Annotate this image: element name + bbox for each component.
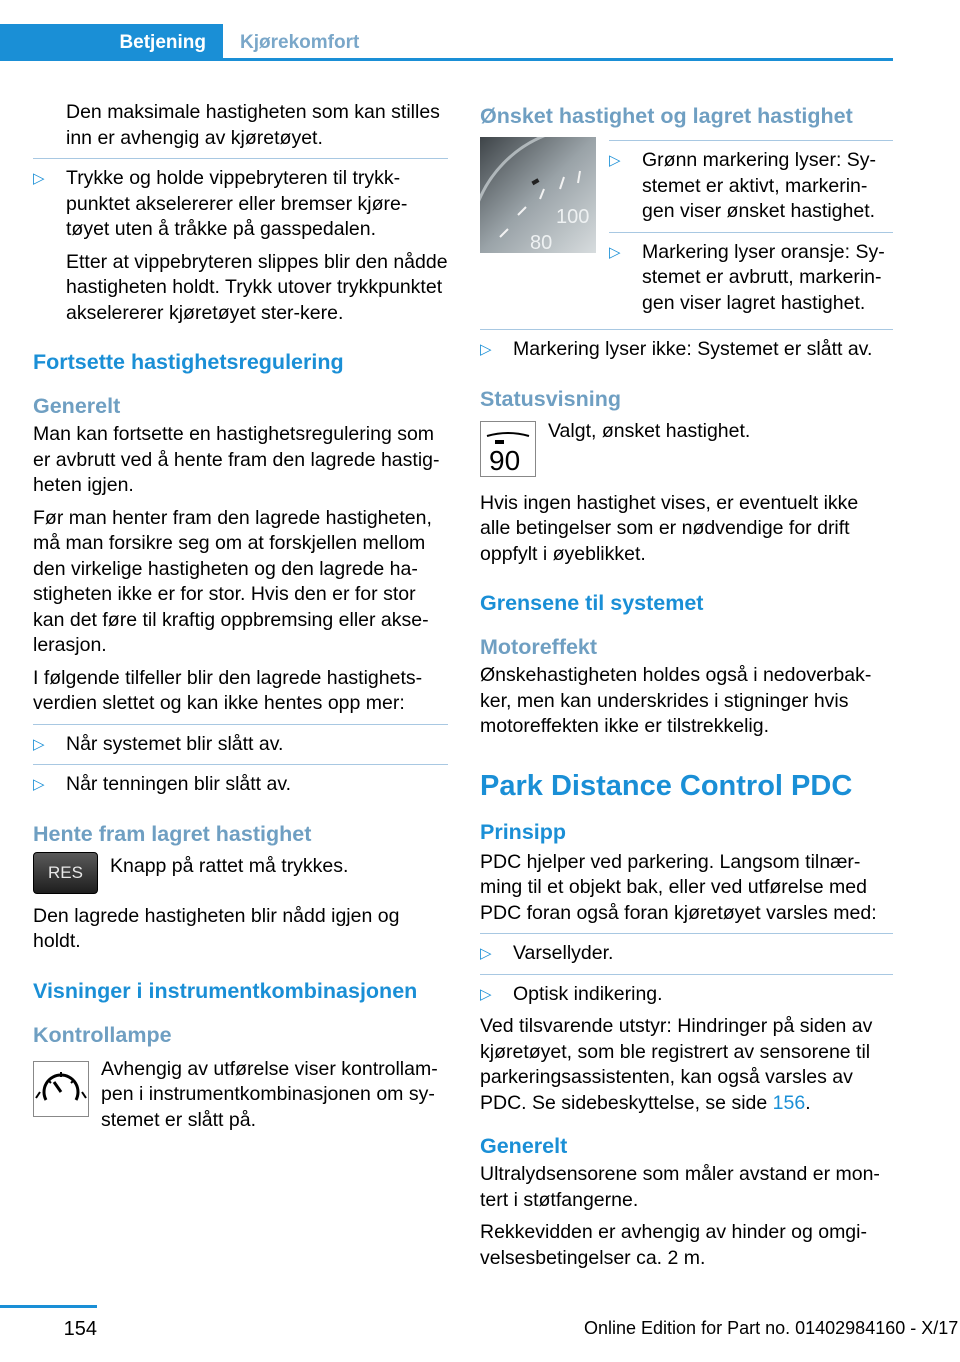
left-column <box>33 100 448 1140</box>
divider <box>33 764 448 765</box>
paragraph: Rekkevidden er avhengig av hinder og omgi-velsesbetingelser ca. 2 m. <box>480 1221 867 1269</box>
tab-betjening[interactable]: Betjening <box>0 24 223 61</box>
heading-onsket: Ønsket hastighet og lagret hastighet <box>480 104 853 128</box>
list-item-text: Grønn markering lyser: Sy-stemet er aktivt, markerin-gen viser ønsket hastighet. <box>642 149 877 222</box>
list-item-text: Når tenningen blir slått av. <box>66 773 292 795</box>
footer-rule <box>0 1305 97 1308</box>
gauge-bullets <box>609 140 893 323</box>
cruise-control-indicator-icon <box>33 1061 89 1117</box>
list-item <box>33 732 448 758</box>
heading-generelt: Generelt <box>33 394 121 418</box>
gauge-label-100: 100 <box>556 206 590 228</box>
status-row <box>480 419 893 477</box>
bullet-triangle-icon: ▷ <box>609 243 621 261</box>
paragraph: I følgende tilfeller blir den lagrede hastighets-verdien slettet og kan ikke hentes opp mer: <box>33 666 423 714</box>
paragraph: Hvis ingen hastighet vises, er eventuelt ikke alle betingelser som er nødvendige for drift oppfylt i øyeblikket. <box>480 491 859 565</box>
list-item <box>480 941 893 967</box>
res-text: Knapp på rattet må trykkes. <box>110 854 349 877</box>
heading-status: Statusvisning <box>480 386 621 411</box>
paragraph <box>480 1014 893 1116</box>
bullet-triangle-icon: ▷ <box>480 985 492 1003</box>
tab-kjorekomfort[interactable]: Kjørekomfort <box>240 31 360 53</box>
res-button-icon <box>33 852 98 894</box>
heading-pdc: Park Distance Control PDC <box>480 769 853 802</box>
divider <box>609 140 893 141</box>
status-text: Valgt, ønsket hastighet. <box>548 419 751 442</box>
page-link[interactable]: 156 <box>772 1091 806 1114</box>
page-header <box>0 24 893 61</box>
divider <box>33 724 448 725</box>
bullet-triangle-icon: ▷ <box>480 341 492 358</box>
list-item <box>609 148 893 225</box>
list-item <box>480 982 893 1008</box>
status-speed-value: 90 <box>489 444 521 476</box>
heading-hente: Hente fram lagret hastighet <box>33 821 312 846</box>
divider <box>480 974 893 975</box>
list-item-text: Markering lyser ikke: Systemet er slått av. <box>513 338 873 360</box>
divider <box>480 933 893 934</box>
list-item <box>33 772 448 798</box>
paragraph-text: Ved tilsvarende utstyr: Hindringer på siden av kjøretøyet, som ble registrert av sensorene til parkeringsassistenten, kan også varsles av PDC. Se sidebeskyttelse, se side <box>480 1015 873 1114</box>
list-item <box>609 240 893 317</box>
header-rule <box>0 58 893 61</box>
right-column <box>480 100 893 1278</box>
bullet-triangle-icon: ▷ <box>33 776 45 793</box>
paragraph: PDC hjelper ved parkering. Langsom tilnær-ming til et objekt bak, eller ved utførelse med PDC foran også foran kjøretøyet varsles med: <box>480 850 877 924</box>
res-button-label: RES <box>48 862 83 882</box>
paragraph: Før man henter fram den lagrede hastigheten, må man forsikre seg om at forskjellen mellom den virkelige hastigheten og den lagrede ha-stigheten ikke er for stor. Hvis den er for stor kan det føre til kraftig oppbremsing eller akse-lerasjon. <box>33 506 432 656</box>
paragraph: Ultralydsensorene som måler avstand er mon-tert i støtfangerne. <box>480 1163 880 1211</box>
divider <box>480 329 893 330</box>
list-item-text: Optisk indikering. <box>513 982 663 1005</box>
status-speed-icon <box>480 421 536 477</box>
divider <box>609 232 893 233</box>
paragraph: Den maksimale hastigheten som kan stilles inn er avhengig av kjøretøyet. <box>66 101 440 149</box>
list-item <box>480 337 893 363</box>
page-number: 154 <box>63 1318 97 1340</box>
heading-prinsipp: Prinsipp <box>480 819 567 844</box>
bullet-triangle-icon: ▷ <box>609 152 621 169</box>
gauge-section <box>480 140 893 323</box>
heading-visninger: Visninger i instrumentkombinasjonen <box>33 978 418 1003</box>
divider <box>33 158 448 159</box>
paragraph: Man kan fortsette en hastighetsregulering som er avbrutt ved å hente fram den lagrede hastig-heten igjen. <box>33 423 440 496</box>
list-item-text: Markering lyser oransje: Sy-stemet er avbrutt, markerin-gen viser lagret hastighet. <box>642 240 885 314</box>
heading-kontrollampe: Kontrollampe <box>33 1022 172 1047</box>
res-row <box>33 854 448 894</box>
heading-grensene: Grensene til systemet <box>480 591 704 615</box>
gauge-label-80: 80 <box>530 232 553 253</box>
bullet-triangle-icon: ▷ <box>480 945 492 962</box>
kontrollampe-text: Avhengig av utførelse viser kontrollam-pen i instrumentkombinasjonen om sy-stemet er slått på. <box>101 1057 438 1131</box>
paragraph-end: . <box>805 1091 811 1114</box>
edition-text: Online Edition for Part no. 01402984160 - X/17 <box>584 1318 959 1338</box>
list-item <box>33 166 448 243</box>
bullet-triangle-icon: ▷ <box>33 170 45 187</box>
list-item-text: Trykke og holde vippebryteren til trykk-punktet akselererer eller bremser kjøre-tøyet uten å tråkke på gasspedalen. <box>66 167 408 240</box>
bullet-triangle-icon: ▷ <box>33 735 45 753</box>
paragraph: Etter at vippebryteren slippes blir den nådde hastigheten holdt. Trykk utover trykkpunktet akselererer kjøretøyet ster-kere. <box>66 250 448 324</box>
list-item-text: Varsellyder. <box>513 942 614 964</box>
heading-motoreffekt: Motoreffekt <box>480 635 598 659</box>
paragraph: Den lagrede hastigheten blir nådd igjen og holdt. <box>33 904 400 952</box>
kontrollampe-row <box>33 1057 448 1134</box>
paragraph: Ønskehastigheten holdes også i nedoverbak-ker, men kan underskrides i stigninger hvis motoreffekten ikke er tilstrekkelig. <box>480 664 872 737</box>
heading-fortsette: Fortsette hastighetsregulering <box>33 350 344 374</box>
speedometer-image <box>480 137 596 253</box>
list-item-text: Når systemet blir slått av. <box>66 732 284 755</box>
heading-generelt-2: Generelt <box>480 1134 568 1158</box>
